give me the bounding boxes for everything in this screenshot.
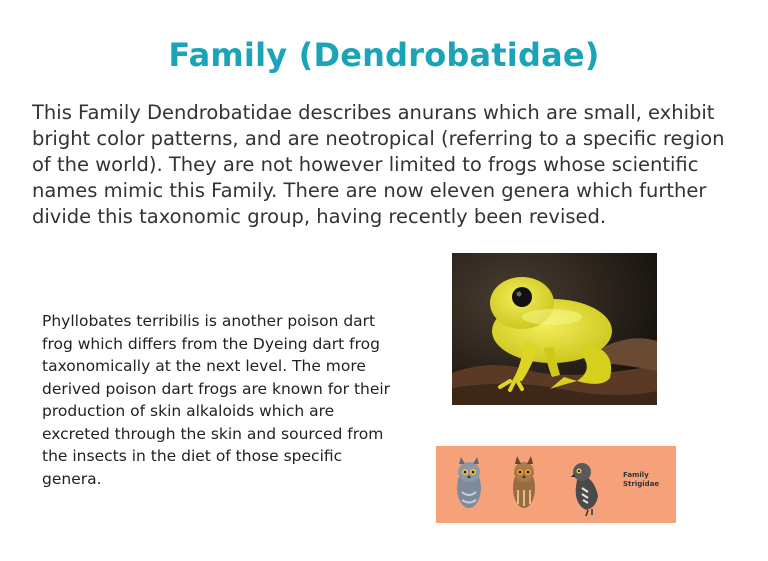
strip-label-line2: Strigidae: [623, 480, 660, 488]
strip-label: [623, 471, 673, 489]
owl-icon: [457, 457, 481, 508]
owl-icon: [513, 456, 535, 508]
owl-strip-image: [436, 446, 676, 523]
slide-body-text: This Family Dendrobatidae describes anurans which are small, exhibit bright color patterns, and are neotropical (referring to a specific region of the world). They are not however limited to frogs whose scientific names mimic this Family. There are now eleven genera which further divide this taxonomic group, having recently been revised.: [32, 101, 725, 228]
strip-label-line1: Family: [623, 471, 649, 479]
frog-photo: [452, 253, 657, 405]
side-paragraph: Phyllobates terribilis is another poison dart frog which differs from the Dyeing dart frog taxonomically at the next level. The more derived poison dart frogs are known for their production of skin alkaloids which are excreted through the skin and sourced from the insects in the diet of those specific genera.: [42, 312, 391, 488]
slide-title: Family (Dendrobatidae): [168, 36, 600, 74]
frog-icon: [452, 253, 657, 405]
owl-icon: [571, 463, 598, 516]
